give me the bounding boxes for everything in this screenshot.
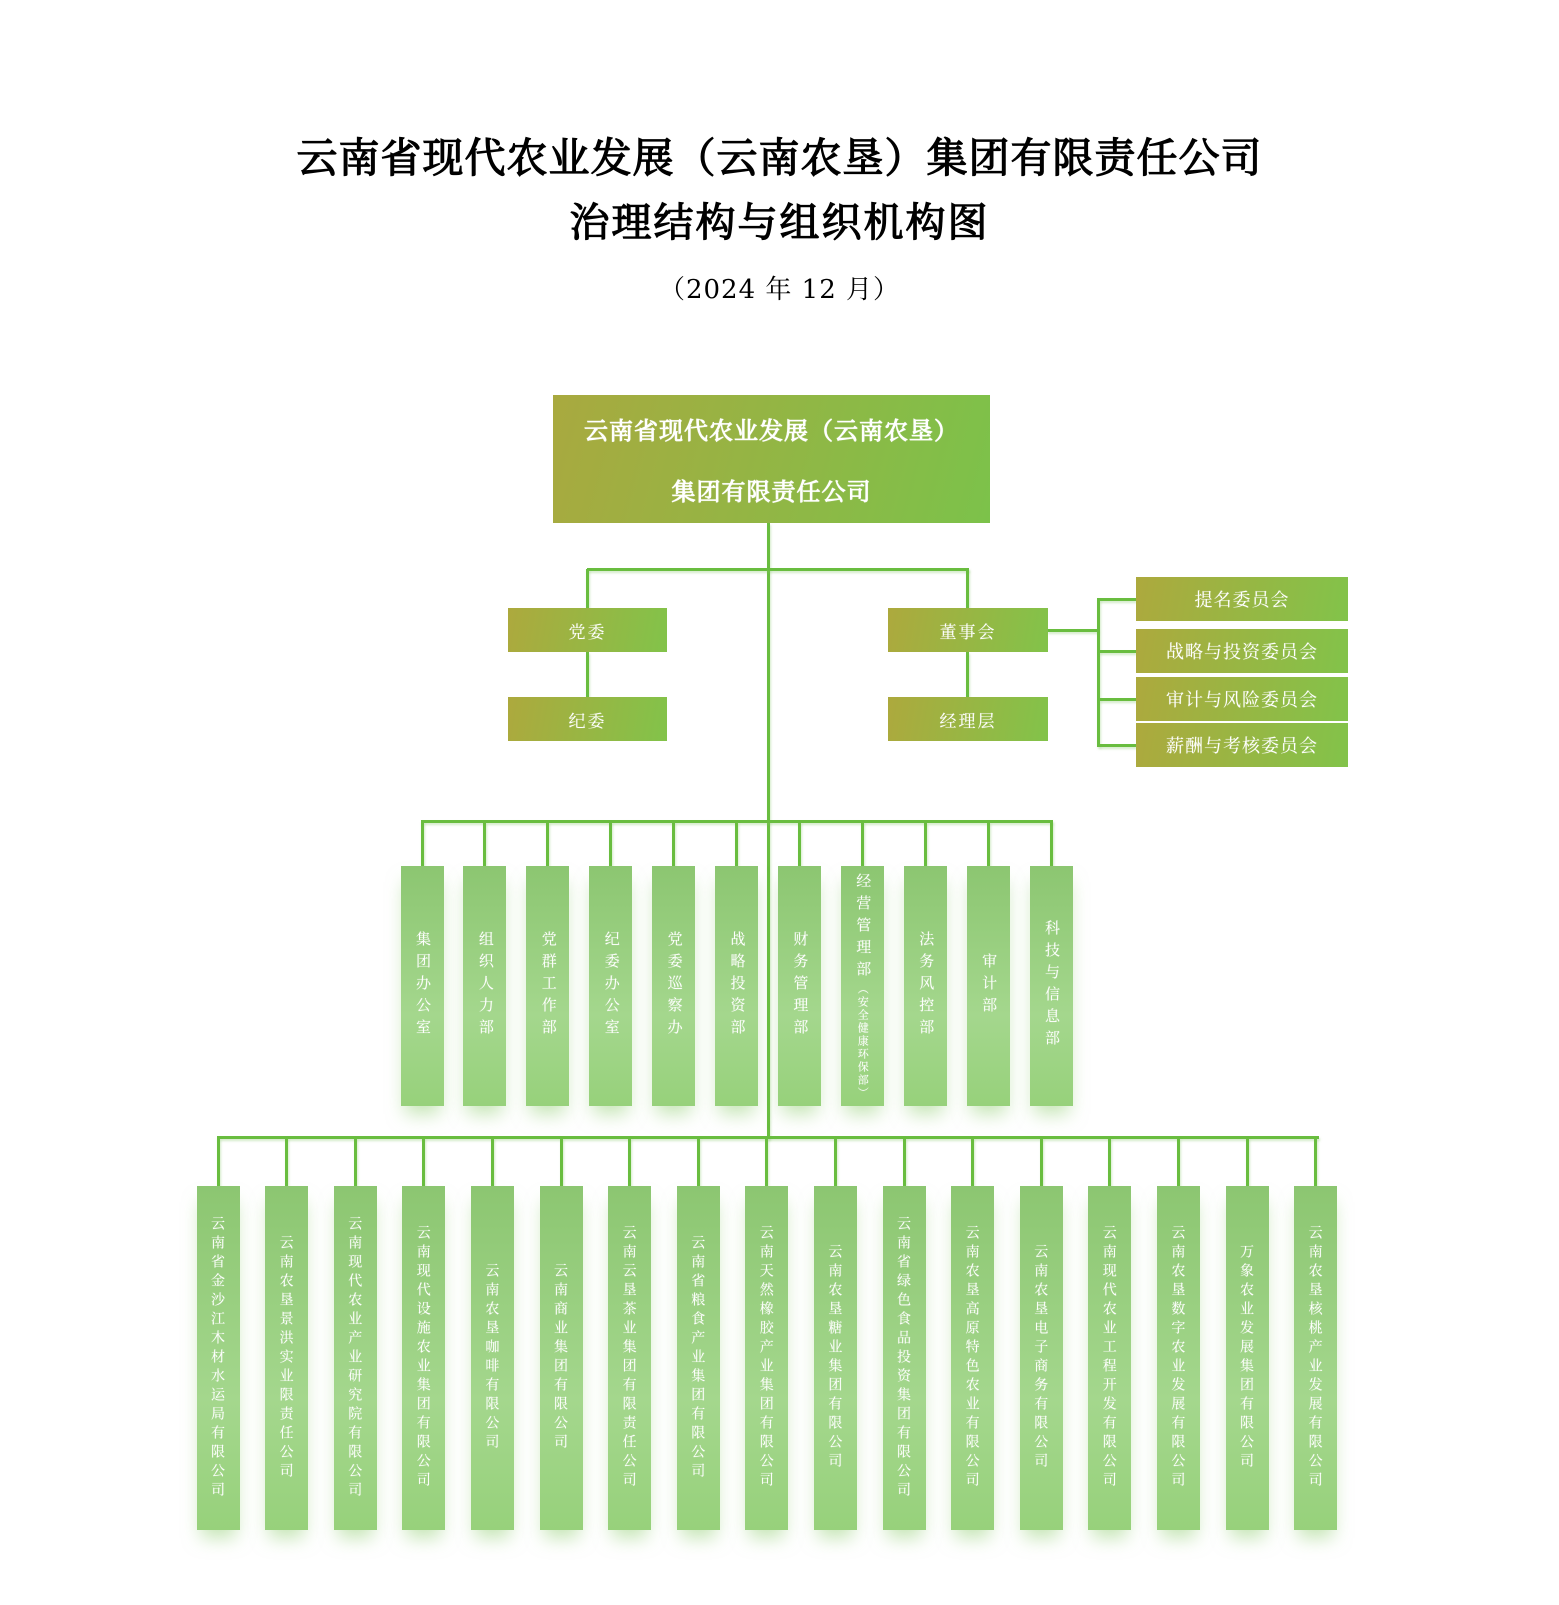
root-company-line1: 云南省现代农业发展（云南农垦） — [584, 418, 959, 445]
board-of-directors-box: 董事会 — [888, 608, 1048, 652]
department-box — [967, 866, 1010, 1106]
department-box — [1030, 866, 1073, 1106]
connector-subsidiary-stub — [1108, 1138, 1111, 1187]
connector-subsidiary-stub — [285, 1138, 288, 1187]
subsidiary-box — [1157, 1186, 1200, 1530]
connector-subsidiary-stub — [1177, 1138, 1180, 1187]
subsidiary-box — [334, 1186, 377, 1530]
department-label — [666, 931, 682, 1041]
connector-committee-spine — [1097, 598, 1100, 747]
connector-board-stub — [966, 569, 969, 608]
connector-department-stub — [672, 822, 675, 866]
subsidiary-box — [608, 1186, 651, 1530]
page-title-line1: 云南省现代农业发展（云南农垦）集团有限责任公司 — [296, 134, 1263, 182]
connector-root-spine — [767, 523, 770, 1139]
party-committee-box: 党委 — [508, 608, 667, 652]
department-label — [603, 931, 619, 1041]
department-box — [652, 866, 695, 1106]
connector-department-stub — [924, 822, 927, 866]
subsidiary-label: 云南省金沙江木材水运局有限公司 — [210, 1215, 226, 1501]
connector-subsidiary-stub — [560, 1138, 563, 1187]
subsidiary-label: 万象农业发展集团有限公司 — [1239, 1244, 1255, 1472]
department-box — [715, 866, 758, 1106]
department-subname: （安全健康环保部） — [856, 982, 869, 1100]
subsidiary-box — [677, 1186, 720, 1530]
discipline-committee-box: 纪委 — [508, 697, 667, 741]
subsidiary-label: 云南农垦电子商务有限公司 — [1033, 1244, 1050, 1472]
connector-subsidiary-stub — [491, 1138, 494, 1187]
connector-party-discipline — [586, 652, 589, 697]
connector-subsidiary-stub — [1040, 1138, 1043, 1187]
subsidiary-box — [471, 1186, 514, 1530]
department-label — [791, 931, 807, 1041]
connector-subsidiary-stub — [971, 1138, 974, 1187]
subsidiary-box — [1020, 1186, 1063, 1530]
subsidiary-box — [402, 1186, 445, 1530]
connector-subsidiary-stub — [834, 1138, 837, 1187]
department-name: 战略投资部 — [728, 931, 746, 1041]
connector-board-committees — [1047, 629, 1098, 632]
management-team-box: 经理层 — [888, 697, 1048, 741]
department-box — [526, 866, 569, 1106]
department-name: 科技与信息部 — [1043, 920, 1060, 1052]
connector-subsidiary-stub — [903, 1138, 906, 1187]
root-company-box — [553, 395, 990, 523]
department-label — [854, 873, 870, 1100]
department-label — [477, 931, 493, 1041]
subsidiary-label: 云南现代农业产业研究院有限公司 — [347, 1215, 364, 1501]
connector-department-stub — [798, 822, 801, 866]
subsidiary-box — [197, 1186, 240, 1530]
root-company-line2: 集团有限责任公司 — [671, 479, 872, 506]
connector-committee-stub — [1099, 598, 1136, 601]
department-name: 财务管理部 — [791, 931, 809, 1041]
subsidiary-label: 云南农垦高原特色农业有限公司 — [964, 1225, 981, 1491]
connector-department-stub — [609, 822, 612, 866]
department-name: 法务风控部 — [917, 931, 935, 1041]
connector-committee-stub — [1099, 744, 1136, 747]
connector-subsidiary-stub — [354, 1138, 357, 1187]
connector-party-stub — [586, 569, 589, 608]
department-label — [980, 953, 996, 1019]
department-label — [917, 931, 933, 1041]
department-name: 经营管理部 — [854, 872, 872, 983]
department-name: 集团办公室 — [414, 931, 431, 1041]
department-box — [589, 866, 632, 1106]
subsidiary-label: 云南云垦茶业集团有限责任公司 — [621, 1225, 638, 1491]
subsidiary-label: 云南天然橡胶产业集团有限公司 — [758, 1225, 775, 1491]
subsidiary-box — [745, 1186, 788, 1530]
connector-department-stub — [483, 822, 486, 866]
department-label — [729, 931, 745, 1041]
subsidiary-label: 云南省粮食产业集团有限公司 — [690, 1234, 707, 1482]
connector-department-stub — [987, 822, 990, 866]
subsidiary-box — [1226, 1186, 1269, 1530]
department-name: 党群工作部 — [539, 931, 557, 1041]
subsidiary-label: 云南省绿色食品投资集团有限公司 — [896, 1215, 912, 1501]
subsidiary-label: 云南农垦糖业集团有限公司 — [827, 1244, 844, 1472]
department-name: 党委巡察办 — [665, 931, 683, 1041]
board-committee-box: 薪酬与考核委员会 — [1136, 723, 1348, 767]
connector-department-stub — [861, 822, 864, 866]
department-box — [401, 866, 444, 1106]
department-label — [540, 931, 556, 1041]
connector-department-stub — [421, 822, 424, 866]
connector-subsidiary-stub — [1314, 1138, 1317, 1187]
connector-subsidiary-stub — [628, 1138, 631, 1187]
connector-level1-horizontal — [587, 568, 969, 571]
subsidiary-label: 云南农垦景洪实业限责任公司 — [278, 1234, 295, 1482]
subsidiary-label: 云南农垦数字农业发展有限公司 — [1170, 1225, 1187, 1491]
subsidiary-label: 云南农垦核桃产业发展有限公司 — [1307, 1225, 1324, 1491]
subsidiary-label: 云南农垦咖啡有限公司 — [484, 1263, 501, 1453]
page-header — [0, 132, 1559, 306]
subsidiary-label: 云南商业集团有限公司 — [553, 1263, 569, 1453]
department-box — [841, 866, 884, 1106]
connector-department-stub — [546, 822, 549, 866]
connector-subsidiary-stub — [422, 1138, 425, 1187]
board-committee-box: 战略与投资委员会 — [1136, 629, 1348, 673]
connector-subsidiary-stub — [217, 1138, 220, 1187]
subsidiary-label: 云南现代农业工程开发有限公司 — [1101, 1225, 1118, 1491]
subsidiary-box — [540, 1186, 583, 1530]
connector-subsidiary-stub — [697, 1138, 700, 1187]
subsidiary-box — [1294, 1186, 1337, 1530]
connector-committee-stub — [1099, 698, 1136, 701]
department-name: 纪委办公室 — [602, 931, 620, 1041]
connector-committee-stub — [1099, 650, 1136, 653]
department-label — [414, 931, 430, 1041]
connector-subsidiary-stub — [765, 1138, 768, 1187]
subsidiary-box — [265, 1186, 308, 1530]
subsidiary-box — [883, 1186, 926, 1530]
department-box — [904, 866, 947, 1106]
subsidiary-box — [814, 1186, 857, 1530]
department-name: 组织人力部 — [476, 931, 494, 1041]
connector-department-stub — [735, 822, 738, 866]
department-box — [778, 866, 821, 1106]
board-committee-box: 提名委员会 — [1136, 577, 1348, 621]
department-name: 审计部 — [980, 953, 998, 1019]
date-caption: （2024 年 12 月） — [658, 275, 901, 305]
department-label — [1043, 920, 1059, 1052]
page-title-line2: 治理结构与组织机构图 — [569, 199, 990, 246]
subsidiary-label: 云南现代设施农业集团有限公司 — [415, 1225, 432, 1491]
department-box — [463, 866, 506, 1106]
subsidiary-box — [951, 1186, 994, 1530]
subsidiary-box — [1088, 1186, 1131, 1530]
connector-subsidiary-stub — [1246, 1138, 1249, 1187]
connector-board-management — [966, 652, 969, 697]
board-committee-box: 审计与风险委员会 — [1136, 677, 1348, 721]
connector-department-stub — [1050, 822, 1053, 866]
